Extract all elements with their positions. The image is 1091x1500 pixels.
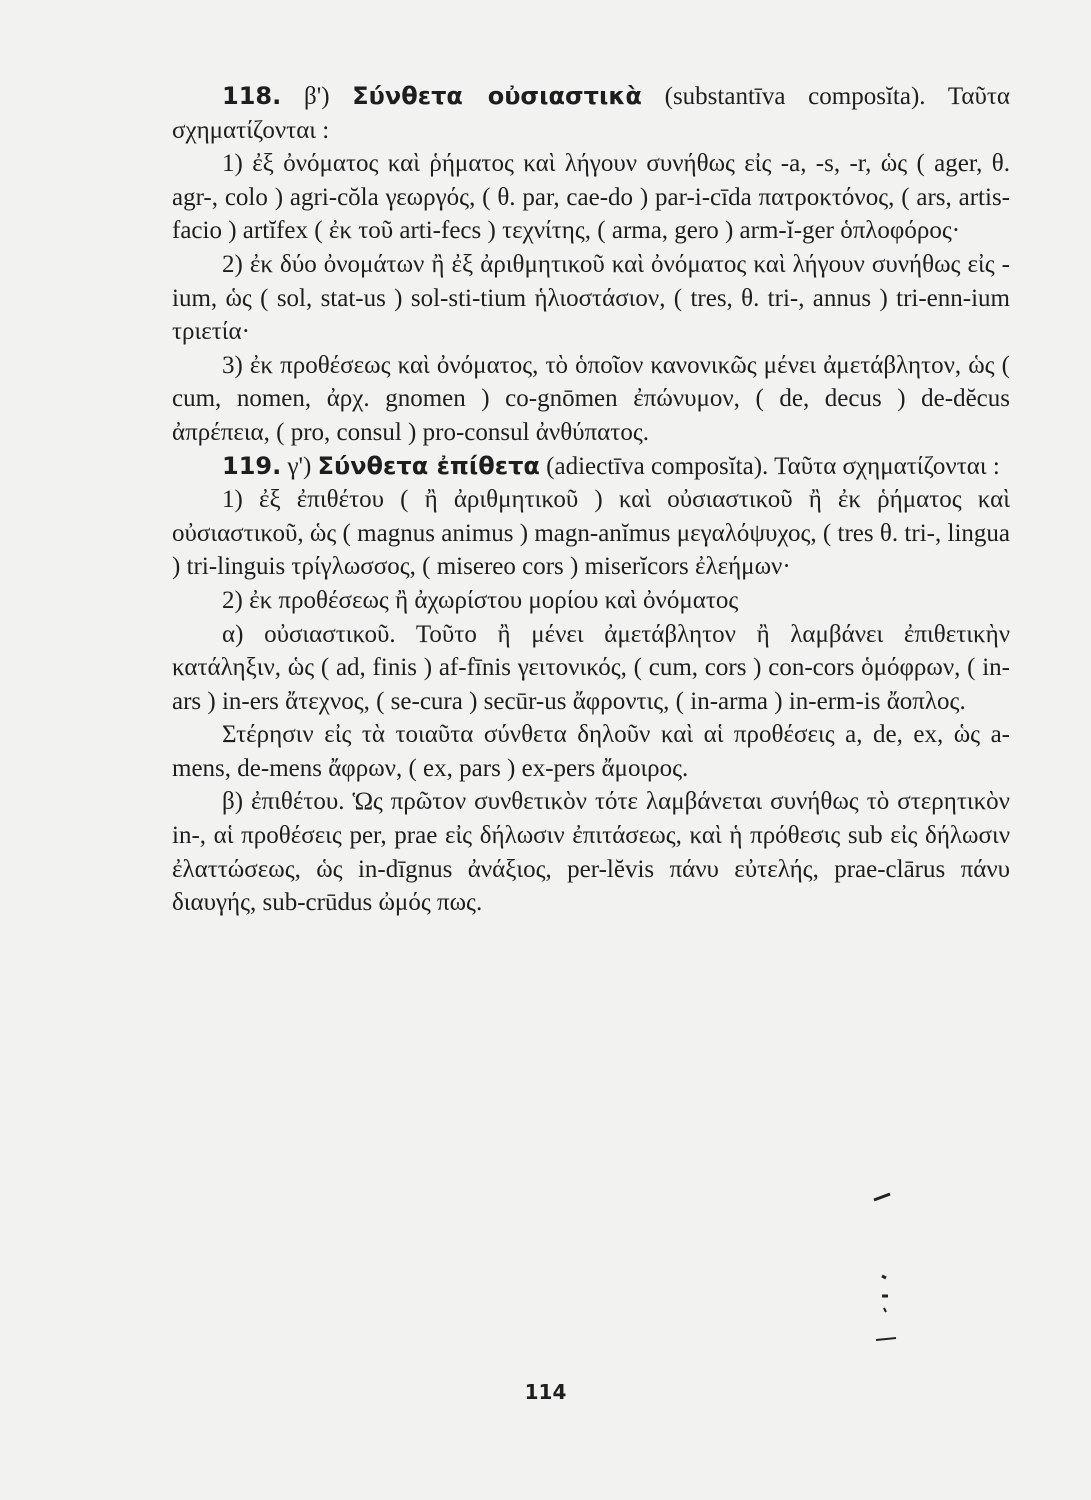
paragraph-119-2b: β) ἐπιθέτου. Ὡς πρῶτον συνθετικὸν τότε λαμβάνεται συνήθως τὸ στερητικὸν in-, αἱ προθέσεις per, prae εἰς δήλωσιν ἐπιτάσεως, καὶ ἡ πρόθεσις sub εἰς δήλωσιν ἐλαττώσεως, ὡς in-dīgnus ἀνάξιος, per-lĕvis πάνυ εὐτελής, prae-clārus πάνυ διαυγής, sub-crūdus ὠμός πως.	[172, 788, 1010, 917]
section-intro: Ταῦτα σχηματίζονται :	[774, 452, 1000, 480]
section-intro: Ταῦτα σχηματίζονται :	[172, 83, 1010, 144]
paragraph-118-3: 3) ἐκ προθέσεως καὶ ὀνόματος, τὸ ὁποῖον κανονικῶς μένει ἀμετάβλητον, ὡς ( cum, nomen, ἀρχ. gnomen ) co-gnōmen ἐπώνυμον, ( de, decus ) de-dĕcus ἀπρέπεια, ( pro, consul ) pro-consul ἀνθύπατος.	[172, 351, 1010, 446]
section-118-heading	[172, 80, 1010, 147]
section-latin-title: (substantīva composĭta).	[664, 83, 926, 110]
section-label: β')	[303, 83, 330, 110]
margin-pencil-marks	[868, 1188, 908, 1358]
paragraph-119-2: 2) ἐκ προθέσεως ἢ ἀχωρίστου μορίου καὶ ὀνόματος	[222, 586, 739, 614]
paragraph-118-2: 2) ἐκ δύο ὀνομάτων ἢ ἐξ ἀριθμητικοῦ καὶ ὀνόματος καὶ λήγουν συνήθως εἰς -ium, ὡς ( sol, stat-us ) sol-sti-tium ἡλιοστάσιον, ( tres, θ. tri-, annus ) tri-enn-ium τριετία·	[172, 250, 1010, 346]
paragraph-119-2a: α) οὐσιαστικοῦ. Τοῦτο ἢ μένει ἀμετάβλητον ἢ λαμβάνει ἐπιθετικὴν κατάληξιν, ὡς ( ad, finis ) af-fīnis γειτονικός, ( cum, cors ) con-cors ὁμόφρων, ( in-ars ) in-ers ἄτεχνος, ( se-cura ) secūr-us ἄφροντις, ( in-arma ) in-erm-is ἄοπλος.	[172, 620, 1010, 715]
text-body	[172, 80, 1010, 920]
section-title: Σύνθετα οὐσιαστικὰ	[352, 82, 642, 110]
paragraph-119-privative: Στέρησιν εἰς τὰ τοιαῦτα σύνθετα δηλοῦν καὶ αἱ προθέσεις a, de, ex, ὡς a-mens, de-mens ἄφρων, ( ex, pars ) ex-pers ἄμοιρος.	[172, 721, 1010, 782]
section-number: 119.	[222, 451, 282, 480]
section-119-heading	[172, 450, 1010, 484]
paragraph-119-1: 1) ἐξ ἐπιθέτου ( ἢ ἀριθμητικοῦ ) καὶ οὐσιαστικοῦ ἢ ἐκ ῥήματος καὶ οὐσιαστικοῦ, ὡς ( magnus animus ) magn-anĭmus μεγαλόψυχος, ( tres θ. tri-, lingua ) tri-linguis τρίγλωσσος, ( misereo cors ) miserĭcors ἐλεήμων·	[172, 486, 1010, 581]
section-latin-title: (adiectīva composĭta).	[546, 452, 769, 480]
section-number: 118.	[222, 82, 282, 110]
paragraph-118-1: 1) ἐξ ὀνόματος καὶ ῥήματος καὶ λήγουν συνήθως εἰς -a, -s, -r, ὡς ( ager, θ. agr-, colo ) agri-cŏla γεωργός, ( θ. par, cae-do ) par-i-cīda πατροκτόνος, ( ars, artis-facio ) artĭfex ( ἐκ τοῦ arti-fecs ) τεχνίτης, ( arma, gero ) arm-ĭ-ger ὁπλοφόρος·	[172, 150, 1010, 245]
section-title: Σύνθετα ἐπίθετα	[317, 451, 540, 480]
page-number: 114	[524, 1380, 567, 1404]
section-label: γ')	[287, 452, 312, 480]
